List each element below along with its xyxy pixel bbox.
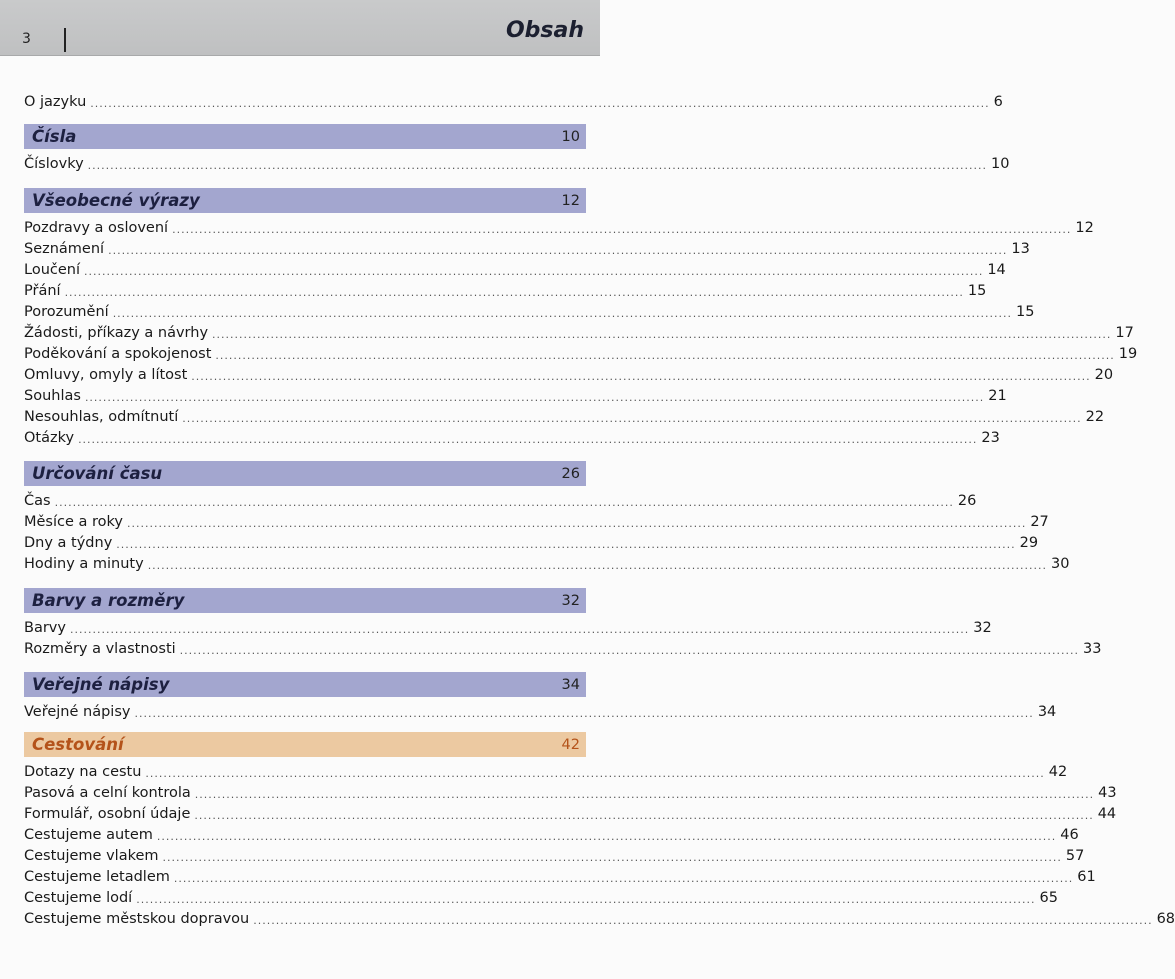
toc-entry[interactable] (24, 909, 1175, 930)
entry-title: Cestujeme městskou dopravou (24, 911, 250, 927)
entry-page-number: 13 (1011, 241, 1030, 257)
dot-leader: ........................................................................................................................................................................................................ (194, 809, 1094, 822)
dot-leader: ........................................................................................................................................................................................................ (84, 391, 985, 404)
toc-entry[interactable] (24, 783, 1117, 804)
entry-page-number: 27 (1030, 514, 1049, 530)
entry-page-number: 57 (1065, 848, 1085, 864)
entry-title: Formulář, osobní údaje (24, 806, 191, 822)
toc-entry[interactable] (24, 386, 1007, 407)
section-page-number: 12 (561, 192, 580, 209)
dot-leader: ........................................................................................................................................................................................................ (136, 893, 1036, 906)
toc-entry[interactable] (24, 281, 987, 302)
dot-leader: ........................................................................................................................................................................................................ (69, 623, 970, 636)
section-title: Barvy a rozměry (32, 591, 185, 610)
entry-page-number: 19 (1118, 346, 1138, 362)
dot-leader: ........................................................................................................................................................................................................ (162, 851, 1062, 864)
entry-page-number: 10 (990, 156, 1010, 172)
toc-entry[interactable] (24, 302, 1035, 323)
dot-leader: ........................................................................................................................................................................................................ (112, 307, 1013, 320)
section-page-number: 34 (561, 676, 580, 693)
dot-leader: ........................................................................................................................................................................................................ (194, 788, 1095, 801)
entry-page-number: 33 (1083, 641, 1102, 657)
entry-title: Hodiny a minuty (24, 556, 144, 572)
section-page-number: 26 (561, 465, 580, 482)
toc-section-header[interactable] (24, 124, 586, 149)
toc-entry[interactable] (24, 154, 1010, 175)
entry-page-number: 22 (1085, 409, 1105, 425)
entry-title: Dny a týdny (24, 535, 113, 551)
toc-entry[interactable] (24, 846, 1085, 867)
toc-entry[interactable] (24, 407, 1105, 428)
entry-title: Čas (24, 493, 51, 509)
toc-entry[interactable] (24, 554, 1070, 575)
toc-section-header[interactable] (24, 188, 586, 213)
entry-page-number: 61 (1077, 869, 1096, 885)
entry-page-number: 44 (1097, 806, 1117, 822)
toc-section-header[interactable] (24, 672, 586, 697)
entry-page-number: 17 (1115, 325, 1134, 341)
entry-page-number: 23 (981, 430, 1000, 446)
toc-entry[interactable] (24, 804, 1117, 825)
entry-title: Souhlas (24, 388, 81, 404)
entry-title: Cestujeme lodí (24, 890, 133, 906)
entry-title: Rozměry a vlastnosti (24, 641, 176, 657)
dot-leader: ........................................................................................................................................................................................................ (212, 328, 1112, 341)
toc-entry[interactable] (24, 867, 1096, 888)
entry-page-number: 29 (1019, 535, 1039, 551)
dot-leader: ........................................................................................................................................................................................................ (147, 559, 1048, 572)
section-title: Čísla (32, 127, 77, 146)
toc-section-header[interactable] (24, 461, 586, 486)
toc-entry[interactable] (24, 762, 1068, 783)
dot-leader: ........................................................................................................................................................................................................ (84, 265, 984, 278)
entry-title: Číslovky (24, 156, 84, 172)
dot-leader: ........................................................................................................................................................................................................ (54, 496, 954, 509)
toc-entry[interactable] (24, 428, 1000, 449)
entry-title: Barvy (24, 620, 66, 636)
entry-page-number: 14 (987, 262, 1006, 278)
page-title: Obsah (505, 18, 584, 43)
entry-page-number: 65 (1039, 890, 1058, 906)
dot-leader: ........................................................................................................................................................................................................ (64, 286, 964, 299)
section-page-number: 32 (561, 592, 580, 609)
toc-entry[interactable] (24, 512, 1049, 533)
dot-leader: ........................................................................................................................................................................................................ (116, 538, 1016, 551)
entry-title: Žádosti, příkazy a návrhy (24, 325, 209, 341)
entry-page-number: 46 (1060, 827, 1079, 843)
entry-title: Pasová a celní kontrola (24, 785, 191, 801)
entry-title: Pozdravy a oslovení (24, 220, 169, 236)
entry-page-number: 15 (967, 283, 987, 299)
entry-page-number: 15 (1016, 304, 1035, 320)
section-page-number: 10 (561, 128, 580, 145)
dot-leader: ........................................................................................................................................................................................................ (156, 830, 1057, 843)
entry-title: Veřejné nápisy (24, 704, 131, 720)
dot-leader: ........................................................................................................................................................................................................ (172, 223, 1072, 236)
toc-entry[interactable] (24, 344, 1138, 365)
entry-title: O jazyku (24, 94, 87, 110)
section-page-number: 42 (561, 736, 580, 753)
entry-title: Otázky (24, 430, 75, 446)
entry-title: Cestujeme vlakem (24, 848, 159, 864)
entry-title: Omluvy, omyly a lítost (24, 367, 188, 383)
entry-page-number: 43 (1098, 785, 1117, 801)
dot-leader: ........................................................................................................................................................................................................ (87, 159, 987, 172)
entry-title: Porozumění (24, 304, 109, 320)
entry-page-number: 32 (973, 620, 992, 636)
toc-section-header[interactable] (24, 588, 586, 613)
toc-entry[interactable] (24, 239, 1030, 260)
entry-title: Loučení (24, 262, 80, 278)
toc-entry[interactable] (24, 618, 992, 639)
section-title: Určování času (32, 464, 163, 483)
entry-page-number: 12 (1075, 220, 1094, 236)
entry-page-number: 68 (1156, 911, 1175, 927)
dot-leader: ........................................................................................................................................................................................................ (145, 767, 1045, 780)
toc-entry[interactable] (24, 888, 1058, 909)
entry-title: Dotazy na cestu (24, 764, 142, 780)
entry-title: Cestujeme autem (24, 827, 153, 843)
entry-page-number: 21 (988, 388, 1007, 404)
dot-leader: ........................................................................................................................................................................................................ (78, 433, 978, 446)
dot-leader: ........................................................................................................................................................................................................ (191, 370, 1091, 383)
toc-section-header[interactable] (24, 732, 586, 757)
dot-leader: ........................................................................................................................................................................................................ (179, 644, 1079, 657)
toc-entry[interactable] (24, 365, 1114, 386)
entry-page-number: 6 (993, 94, 1003, 110)
dot-leader: ........................................................................................................................................................................................................ (90, 97, 990, 110)
entry-title: Přání (24, 283, 61, 299)
dot-leader: ........................................................................................................................................................................................................ (215, 349, 1115, 362)
entry-page-number: 34 (1037, 704, 1057, 720)
section-title: Veřejné nápisy (32, 675, 170, 694)
dot-leader: ........................................................................................................................................................................................................ (253, 914, 1153, 927)
toc-entry[interactable] (24, 533, 1039, 554)
entry-page-number: 20 (1094, 367, 1114, 383)
entry-title: Seznámení (24, 241, 105, 257)
toc-entry[interactable] (24, 260, 1006, 281)
entry-title: Poděkování a spokojenost (24, 346, 212, 362)
toc-entry[interactable] (24, 639, 1102, 660)
page-header (0, 0, 600, 56)
section-title: Všeobecné výrazy (32, 191, 200, 210)
dot-leader: ........................................................................................................................................................................................................ (182, 412, 1082, 425)
entry-title: Nesouhlas, odmítnutí (24, 409, 179, 425)
toc-entry[interactable] (24, 825, 1079, 846)
entry-title: Cestujeme letadlem (24, 869, 170, 885)
entry-title: Měsíce a roky (24, 514, 123, 530)
page-number: 3 (22, 31, 31, 47)
entry-page-number: 26 (957, 493, 977, 509)
header-divider (64, 28, 66, 52)
entry-page-number: 30 (1051, 556, 1070, 572)
dot-leader: ........................................................................................................................................................................................................ (127, 517, 1027, 530)
dot-leader: ........................................................................................................................................................................................................ (108, 244, 1008, 257)
entry-page-number: 42 (1048, 764, 1068, 780)
toc-entry[interactable] (24, 491, 977, 512)
dot-leader: ........................................................................................................................................................................................................ (173, 872, 1074, 885)
toc-entry[interactable] (24, 323, 1134, 344)
toc-entry[interactable] (24, 92, 1003, 113)
section-title: Cestování (32, 735, 124, 754)
toc-entry[interactable] (24, 702, 1057, 723)
toc-entry[interactable] (24, 218, 1094, 239)
dot-leader: ........................................................................................................................................................................................................ (134, 707, 1034, 720)
